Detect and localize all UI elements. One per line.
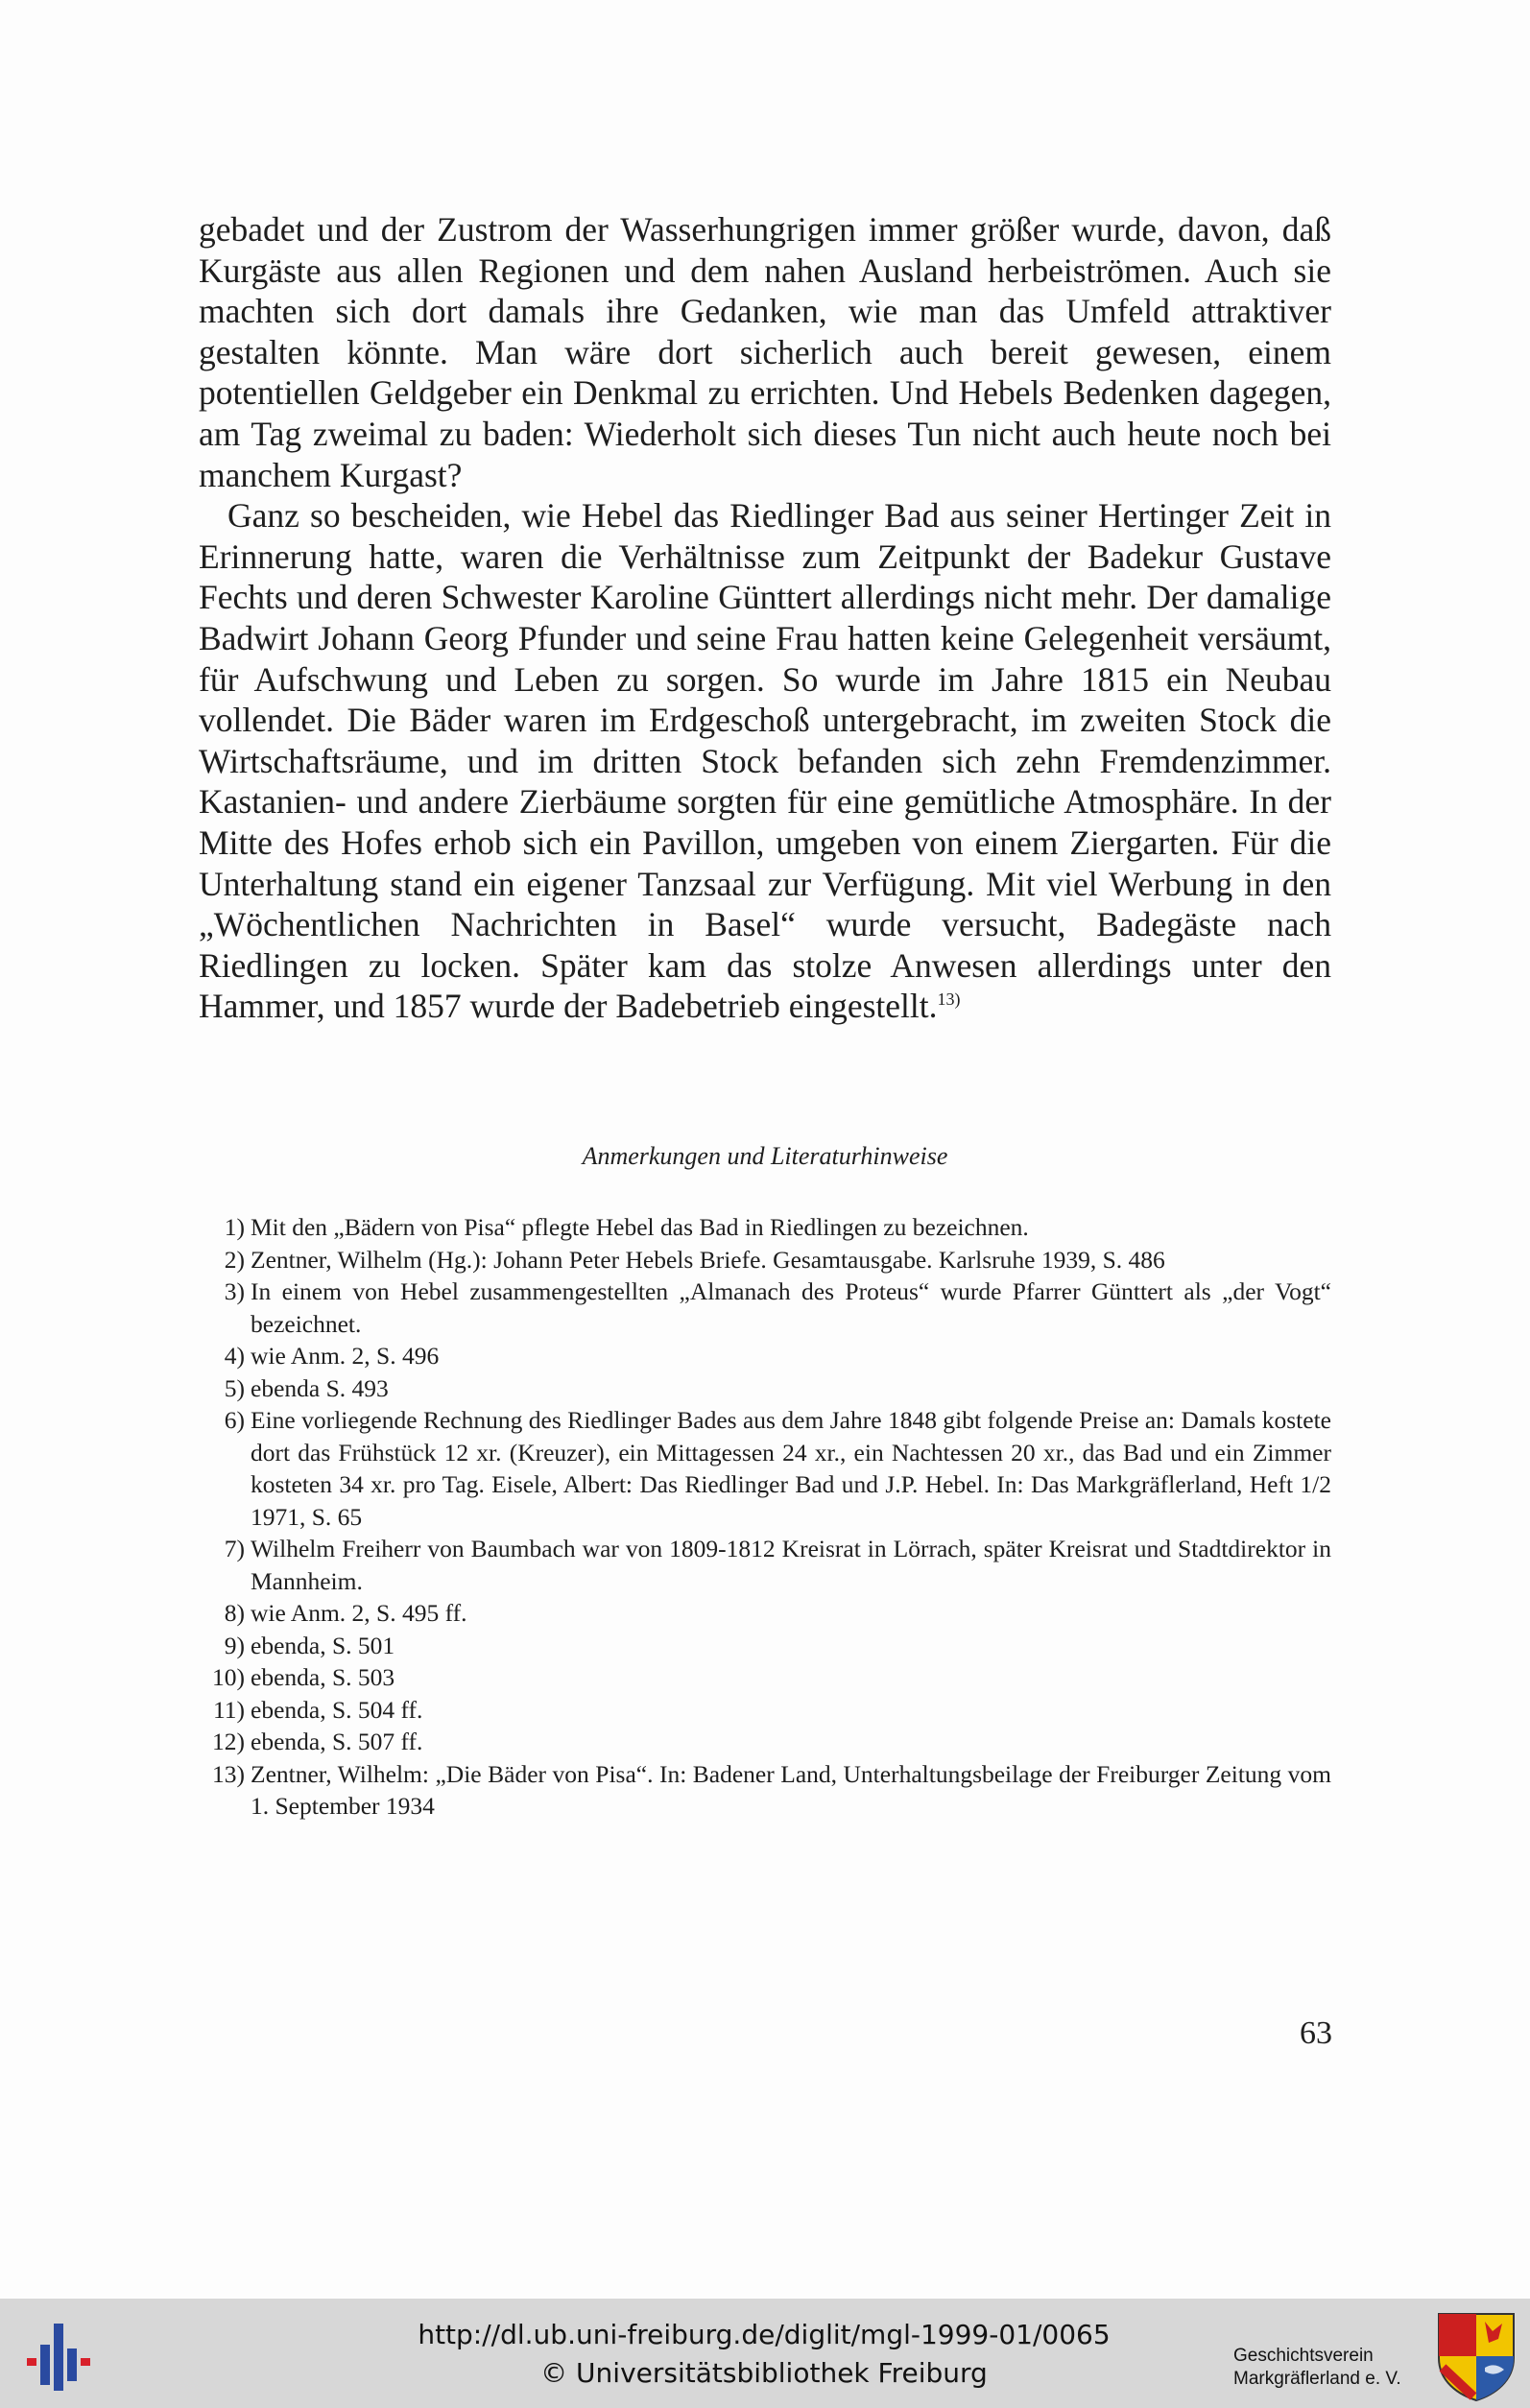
note-number: 3) (224, 1277, 245, 1305)
note-item (199, 1372, 1331, 1405)
note-number: 8) (224, 1599, 245, 1627)
note-item (199, 1244, 1331, 1276)
page-number: 63 (1300, 2015, 1332, 2051)
body-paragraph-text: Ganz so bescheiden, wie Hebel das Riedlinger Bad aus seiner Hertinger Zeit in Erinnerung hatte, waren die Verhältnisse zum Zeitpunkt der Badekur Gustave Fechts und deren Schwester Karoline Günttert allerdings nicht mehr. Der damalige Badwirt Johann Georg Pfunder und seine Frau hatten keine Gelegenheit versäumt, für Aufschwung und Leben zu sorgen. So wurde im Jahre 1815 ein Neubau vollendet. Die Bäder waren im Erdgeschoß untergebracht, im zweiten Stock die Wirtschaftsräume, und im dritten Stock befanden sich zehn Fremdenzimmer. Kastanien- und andere Zierbäume sorgten für eine gemütliche Atmosphäre. In der Mitte des Hofes erhob sich ein Pavillon, umgeben von einem Ziergarten. Für die Unterhaltung stand ein eigener Tanzsaal zur Verfügung. Mit viel Werbung in den „Wöchentlichen Nachrichten in Basel“ wurde versucht, Badegäste nach Riedlingen zu locken. Später kam das stolze Anwesen allerdings unter den Hammer, und 1857 wurde der Badebetrieb eingestellt. (199, 496, 1331, 1026)
note-text: Zentner, Wilhelm (Hg.): Johann Peter Hebels Briefe. Gesamtausgabe. Karlsruhe 1939, S. 486 (251, 1245, 1165, 1274)
coat-of-arms-icon (1435, 2310, 1518, 2402)
publisher-line: Geschichtsverein (1233, 2346, 1374, 2366)
body-paragraph (199, 495, 1331, 1027)
body-paragraph: gebadet und der Zustrom der Wasserhungrigen immer größer wurde, davon, daß Kurgäste aus allen Regionen und dem nahen Ausland herbeiströmen. Auch sie machten sich dort damals ihre Gedanken, wie man das Umfeld attraktiver gestalten könnte. Man wäre dort sicherlich auch bereit gewesen, einem potentiellen Geldgeber ein Denkmal zu errichten. Und Hebels Bedenken dagegen, am Tag zweimal zu baden: Wiederholt sich dieses Tun nicht auch heute noch bei manchem Kurgast? (199, 210, 1331, 494)
footer-bar (0, 2299, 1530, 2408)
notes-heading: Anmerkungen und Literaturhinweise (582, 1142, 948, 1170)
note-text: wie Anm. 2, S. 495 ff. (251, 1599, 467, 1627)
note-number: 4) (224, 1342, 245, 1370)
body-text (199, 209, 1331, 1027)
note-item (199, 1340, 1331, 1372)
note-text: ebenda, S. 501 (251, 1631, 395, 1659)
publisher-line: Markgräflerland e. V. (1233, 2369, 1401, 2389)
footnote-reference[interactable]: 13) (937, 989, 961, 1010)
note-text: ebenda S. 493 (251, 1373, 389, 1402)
note-text: In einem von Hebel zusammengestellten „Almanach des Proteus“ wurde Pfarrer Günttert als „der Vogt“ bezeichnet. (251, 1277, 1331, 1338)
note-text: Mit den „Bädern von Pisa“ pflegte Hebel das Bad in Riedlingen zu bezeichnen. (251, 1213, 1029, 1241)
copyright-notice: © Universitätsbibliothek Freiburg (540, 2357, 988, 2389)
note-number: 9) (224, 1631, 245, 1659)
note-item (199, 1661, 1331, 1694)
note-number: 5) (224, 1373, 245, 1402)
note-number: 11) (212, 1695, 245, 1724)
note-text: Wilhelm Freiherr von Baumbach war von 1809-1812 Kreisrat in Lörrach, später Kreisrat und Stadtdirektor in Mannheim. (251, 1535, 1331, 1595)
note-item (199, 1758, 1331, 1823)
note-number: 2) (224, 1245, 245, 1274)
note-item (199, 1276, 1331, 1340)
note-item (199, 1404, 1331, 1533)
note-item (199, 1533, 1331, 1597)
note-number: 6) (224, 1406, 245, 1434)
note-text: wie Anm. 2, S. 496 (251, 1342, 440, 1370)
note-item (199, 1630, 1331, 1662)
note-number: 12) (212, 1728, 245, 1755)
note-text: ebenda, S. 507 ff. (251, 1728, 423, 1755)
publisher-name (1233, 2345, 1425, 2391)
ub-freiburg-logo-icon[interactable] (21, 2316, 98, 2393)
notes-list (199, 1211, 1331, 1823)
note-number: 13) (212, 1759, 245, 1788)
note-text: Zentner, Wilhelm: „Die Bäder von Pisa“. In: Badener Land, Unterhaltungsbeilage der Freiburger Zeitung vom 1. September 1934 (251, 1759, 1331, 1820)
note-text: ebenda, S. 504 ff. (251, 1695, 423, 1724)
note-item (199, 1211, 1331, 1244)
note-item (199, 1694, 1331, 1727)
footer-citation (384, 2316, 1144, 2393)
note-item (199, 1597, 1331, 1630)
note-number: 10) (212, 1663, 245, 1691)
note-item (199, 1726, 1331, 1758)
note-text: Eine vorliegende Rechnung des Riedlinger Bades aus dem Jahre 1848 gibt folgende Preise an: Damals kostete dort das Frühstück 12 xr. (Kreuzer), ein Mittagessen 24 xr., ein Nachtessen 20 xr., das Bad und ein Zimmer kosteten 34 xr. pro Tag. Eisele, Albert: Das Riedlinger Bad und J.P. Hebel. In: Das Markgräflerland, Heft 1/2 1971, S. 65 (251, 1406, 1331, 1531)
source-url[interactable]: http://dl.ub.uni-freiburg.de/diglit/mgl-1999-01/0065 (418, 2319, 1111, 2350)
note-number: 7) (224, 1535, 245, 1562)
note-text: ebenda, S. 503 (251, 1663, 395, 1691)
note-number: 1) (224, 1213, 245, 1241)
